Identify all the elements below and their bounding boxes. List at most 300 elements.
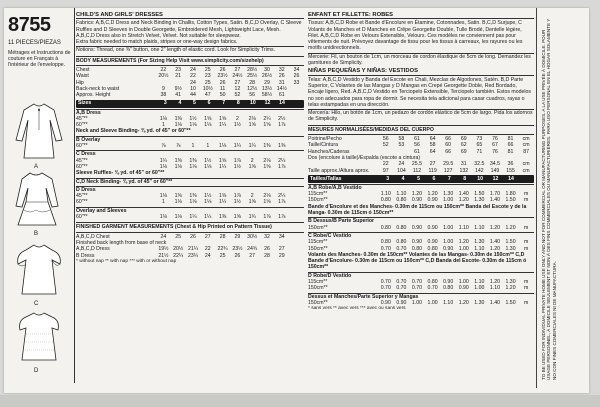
cell-value: 0.80 [396, 224, 407, 231]
yardage-section: A,B Dress [76, 109, 304, 116]
row-label: Taille/Cintura [308, 142, 338, 149]
cell-value: 2 [250, 157, 254, 164]
cell-value: 1⅜ [263, 143, 271, 150]
row-label: 45"** [76, 157, 88, 164]
cell-value [289, 253, 304, 259]
cell-value: 1⅛ [218, 143, 227, 150]
yardage-section: C Dress [76, 150, 304, 157]
table-row [76, 92, 304, 98]
cell-value: 1.30 [474, 239, 485, 246]
cell-value: 22¼ [173, 252, 184, 259]
cell-value: 32 [264, 233, 270, 240]
cell-value: 29.5 [443, 161, 454, 168]
cell-value: 26 [278, 73, 285, 80]
cell-value: 1⅜ [189, 193, 197, 200]
sizes-values [158, 100, 304, 106]
cell-value: 1.00 [458, 245, 469, 252]
cell-value: 1⅞ [263, 214, 271, 221]
cell-value: 1.00 [427, 299, 438, 306]
cell-value: 1⅛ [174, 199, 182, 206]
tailles-bar [308, 175, 534, 183]
yardage-section: B Overlay [76, 136, 304, 143]
cell-value: 1⅜ [189, 157, 197, 164]
view-d-label: D [34, 368, 39, 374]
cell-value [289, 234, 304, 240]
cell-value: 58 [398, 136, 405, 143]
cell-value: 38 [160, 92, 167, 99]
metric-yardage-section: Dessus et Manches/Parte Superior y Mangas [308, 293, 534, 300]
size-value: 3 [163, 100, 167, 107]
cell-value: 25½ [247, 73, 258, 80]
cell-value: 25 [204, 67, 211, 74]
cell-value: cm [522, 167, 530, 174]
cell-value: 69 [460, 136, 467, 143]
cell-value: 26 [219, 79, 226, 86]
size-value: 14 [279, 100, 285, 107]
cell-value: 28 [249, 79, 256, 86]
pattern-number: 8755 [8, 14, 51, 36]
cell-value: 1.40 [458, 191, 469, 198]
size-value: 14 [508, 175, 514, 182]
cell-value: 30½ [247, 233, 258, 240]
cell-value: 23¼ [187, 252, 199, 259]
cell-value: 0.90 [427, 239, 438, 246]
cell-value: 25 [204, 79, 211, 86]
view-c-sketch [12, 242, 66, 302]
fabrics-text-2: A,B,C,D Dress also in Stretch Velvet, Velvet. Not suitable for sleepwear. [76, 32, 241, 39]
cell-value: 0.90 [458, 285, 469, 292]
cell-value: 0.80 [396, 239, 407, 246]
cell-value [289, 164, 304, 170]
cell-value: 47 [204, 92, 211, 99]
cell-value: 1⅞ [278, 163, 286, 170]
cell-value: 2 [250, 193, 254, 200]
cell-value: 1.20 [458, 239, 469, 246]
cell-value: 1⅞ [233, 193, 241, 200]
cell-value: 21½ [158, 252, 169, 259]
tailles-values [380, 176, 534, 182]
cell-value: 1.20 [489, 245, 500, 252]
cell-value: 87 [523, 148, 530, 155]
cell-value: 0.80 [411, 245, 423, 252]
cell-value: 52 [234, 92, 241, 99]
cell-value: m [523, 299, 529, 306]
cell-value: cm [522, 161, 530, 168]
left-column [4, 8, 75, 383]
view-c-label: C [34, 301, 39, 307]
cell-value: 52 [382, 142, 389, 149]
yardage-footnote: Neck and Sleeve Binding- ⅜ yd. of 45" or 60"** [76, 128, 191, 135]
cell-value: 1.20 [489, 278, 500, 285]
cell-value: 1.10 [396, 191, 407, 198]
row-label: A,B,C,D Dress [76, 246, 110, 253]
yardage-section: Overlay and Sleeves [76, 207, 304, 214]
size-value: 6 [432, 175, 436, 182]
cell-value: 2¼ [278, 157, 286, 164]
cell-value: 2⅛ [248, 115, 256, 122]
finished-table [76, 234, 304, 259]
cell-value: 24½ [232, 73, 243, 80]
view-b-sketch [10, 170, 64, 230]
cell-value: 56 [414, 142, 420, 149]
spanish-title: NIÑAS PEQUEÑAS Y NIÑAS: VESTIDOS [308, 68, 534, 75]
cell-value: 60 [445, 142, 452, 149]
cell-value: 1⅞ [278, 214, 286, 221]
cell-value [378, 149, 394, 155]
cell-value: 1.30 [443, 191, 454, 198]
legal-strip [536, 8, 590, 388]
cell-value: 73 [476, 136, 483, 143]
english-title: CHILD'S AND GIRLS' DRESSES [76, 12, 304, 19]
metric-yardage-footnote: Bande d'Encolure et des Manches- 0.30m de 115cm ou 150cm** Banda del Escote y de la Manga- 0.30m de 115cm ó 150cm** [308, 203, 527, 217]
pieces-count: 11 PIECES/PIEZAS [8, 40, 61, 46]
cell-value: 1⅞ [278, 199, 286, 206]
cell-value: 25 [219, 252, 226, 259]
cell-value: 20½ [173, 246, 184, 253]
legal-text: TO BE USED FOR INDIVIDUAL PRIVATE HOME USE ONLY AND NOT FOR COMMERCIAL OR MANUFACTURING PURPOSES. A LA USE PRIVÉE À DOMICILE. POUR USAGE PERSONNEL, À DOMICILE SEULEMENT ET NON À DES FINS COMMERCIALES OU MANUFACTURIÈRES. PARA USO PERSONAL EN EL HOGAR SOLAMENTE Y NO CON FINES COMERCIALES NI DE MANUFACTURA. [541, 18, 557, 380]
cell-value: 1¼ [159, 157, 167, 164]
cell-value: 0.90 [380, 299, 391, 306]
cell-value: 1⅛ [159, 214, 167, 221]
cell-value: 1.30 [505, 245, 516, 252]
cell-value: 1½ [233, 163, 241, 170]
cell-value: 1⅜ [218, 214, 227, 221]
row-label: 60"** [76, 163, 88, 170]
row-label: 45"** [76, 115, 88, 122]
metric-measurements-table [308, 136, 534, 174]
cell-value: 1⅝ [218, 193, 227, 200]
cell-value: 28 [264, 252, 270, 259]
cell-value: 1.40 [489, 299, 500, 306]
cell-value: 76 [492, 148, 498, 155]
cell-value [394, 149, 410, 155]
cell-value: 155 [506, 167, 515, 174]
cell-value: 27 [234, 79, 241, 86]
cell-value: 1.00 [443, 197, 454, 204]
cell-value: 0.70 [380, 285, 391, 292]
row-label: 60"** [76, 143, 88, 150]
cell-value: 104 [397, 167, 406, 174]
cell-value: 27 [278, 246, 285, 253]
cell-value: 1½ [233, 122, 241, 129]
metric-measurements-header: MESURES NORMALISÉES/MEDIDAS DEL CUERPO [308, 125, 534, 135]
cell-value: 1⅛ [204, 199, 212, 206]
table-row [308, 197, 534, 203]
cell-value: 1 [161, 122, 165, 129]
cell-value [289, 199, 304, 205]
cell-value: 2⅛ [263, 157, 271, 164]
cell-value: 1.30 [505, 278, 516, 285]
cell-value: 1.00 [411, 299, 423, 306]
cell-value: 1¼ [233, 143, 241, 150]
cell-value: 1.40 [489, 239, 500, 246]
cell-value: 76 [492, 136, 498, 143]
cell-value: 1⅛ [174, 122, 182, 129]
cell-value: 1⅛ [159, 115, 167, 122]
fabrics-text-3: Extra fabric needed to match plaids, stripes or one-way design fabrics. [76, 39, 238, 46]
cell-value: 1⅛ [204, 122, 212, 129]
row-label: 150cm** [308, 245, 328, 252]
row-label: Back-neck to waist [76, 85, 120, 92]
cell-value: 34 [278, 233, 285, 240]
cell-value: 1⅜ [174, 115, 182, 122]
cell-value [289, 122, 304, 128]
cell-value: 0.90 [396, 299, 407, 306]
cell-value: 24¾ [247, 246, 258, 253]
cell-value: 62 [460, 142, 467, 149]
table-row [308, 168, 534, 174]
cell-value: 149 [490, 167, 500, 174]
cell-value: 1.20 [411, 191, 423, 198]
finished-header: FINISHED GARMENT MEASUREMENTS (Chest & Hip Printed on Pattern Tissue) [76, 222, 304, 232]
cell-value: 0.80 [380, 197, 391, 204]
cell-value: 1.80 [505, 191, 516, 198]
cell-value: 112 [412, 167, 422, 174]
cell-value: 1.50 [474, 191, 485, 198]
size-value: 8 [236, 100, 240, 107]
row-label: Approx. Height [76, 92, 111, 99]
cell-value: 0.70 [396, 285, 407, 292]
cell-value: 1.10 [474, 245, 485, 252]
cell-value: 1⅝ [218, 115, 227, 122]
cell-value: 24 [190, 79, 196, 86]
cell-value: 0.70 [396, 245, 407, 252]
view-d-sketch [12, 310, 66, 370]
cell-value: 36 [507, 161, 514, 168]
cell-value: m [523, 191, 529, 198]
pattern-envelope-back [4, 8, 589, 393]
cell-value: 1⅝ [204, 115, 212, 122]
cell-value: 66 [445, 148, 452, 155]
cell-value: 97 [382, 167, 389, 174]
row-label: 150cm** [308, 285, 328, 292]
cell-value: 25.5 [411, 161, 423, 168]
cell-value: 26 [293, 73, 300, 80]
cell-value: 1⅛ [159, 193, 167, 200]
row-label: Chest [76, 67, 90, 74]
notions-text: Notions: Thread, one ⅜" button, one 2" length of elastic cord. Look for Simplicity Trims. [76, 46, 304, 53]
row-label: 115cm** [308, 239, 328, 246]
nap-legend: * without nap ** with nap *** with or without nap [76, 258, 177, 264]
cell-value: 1⅛ [174, 214, 182, 221]
cell-value: 1⅛ [174, 163, 182, 170]
cell-value: 1.10 [458, 224, 469, 231]
cell-value: 2½ [278, 115, 286, 122]
cell-value: 1.20 [458, 197, 469, 204]
cell-value: m [523, 197, 529, 204]
cell-value: 32.5 [474, 161, 485, 168]
cell-value: 27 [249, 252, 256, 259]
cell-value: 1.00 [443, 224, 454, 231]
cell-value: 9 [161, 85, 165, 92]
cell-value: 1 [191, 143, 195, 150]
cell-value: 0.80 [427, 245, 438, 252]
cell-value: 10½ [202, 85, 213, 92]
cell-value: 1.40 [489, 197, 500, 204]
view-b-label: B [34, 231, 39, 237]
cell-value: 1 [206, 143, 210, 150]
cell-value: 65 [476, 142, 483, 149]
size-value: 8 [463, 175, 467, 182]
sizes-bar [76, 100, 304, 108]
cell-value: 1⅛ [204, 163, 212, 170]
cell-value: 1½ [204, 193, 212, 200]
cell-value: 69 [460, 148, 467, 155]
cell-value: 22¾ [217, 246, 228, 253]
cell-value: 0.70 [380, 278, 391, 285]
cell-value: m [523, 239, 529, 246]
cell-value: 1¼ [218, 163, 227, 170]
cell-value: m [523, 224, 529, 231]
cell-value: 12 [234, 85, 241, 92]
yardage-footnote: C,D Neck Binding- ⅜ yd. of 45" or 60"** [76, 178, 304, 185]
row-label: 60"** [76, 122, 88, 129]
cell-value: 14½ [276, 85, 287, 92]
cell-value: 1.50 [505, 197, 516, 204]
size-value: 10 [249, 100, 256, 107]
cell-value: 44 [190, 92, 196, 99]
cell-value: 0.70 [411, 278, 423, 285]
row-label: Poitrine/Pecho [308, 136, 342, 143]
cell-value: 56 [249, 92, 256, 99]
row-label: 150cm** [308, 197, 328, 204]
cell-value: 67 [492, 142, 498, 149]
cell-value: 142 [475, 167, 484, 174]
cell-value: m [523, 278, 529, 285]
cell-value: 12½ [247, 85, 258, 92]
size-value: 10 [477, 175, 484, 182]
metric-yardage-section: A,B Robe/A,B Vestido [308, 184, 534, 191]
cell-value: 127 [443, 167, 453, 174]
cell-value: 24 [190, 67, 196, 74]
cell-value: 30 [264, 67, 270, 74]
row-label: Hanches/Caderas [308, 148, 350, 155]
cell-value: 1.20 [505, 285, 516, 292]
cell-value: m [523, 245, 529, 252]
cell-value: 58 [429, 142, 436, 149]
cell-value: 81 [507, 136, 514, 143]
cell-value: 1½ [233, 199, 241, 206]
french-title: ENFANT ET FILLETTE: ROBES [308, 12, 534, 19]
cell-value: 22 [204, 246, 211, 253]
cell-value: 1.30 [474, 299, 485, 306]
cell-value: 22 [160, 67, 167, 74]
cell-value: 0.90 [427, 197, 438, 204]
cell-value: ⅞ [176, 143, 181, 150]
cell-value: 28 [219, 233, 226, 240]
row-label: Hip [76, 79, 84, 86]
cell-value: 1⅛ [189, 163, 197, 170]
cell-value: 58½ [261, 92, 273, 99]
cell-value: 71 [476, 148, 483, 155]
english-column [76, 12, 304, 380]
row-label: 45"** [76, 193, 88, 200]
size-value: 5 [193, 100, 196, 107]
cell-value: 1⅝ [218, 157, 227, 164]
cell-value: 33 [293, 79, 300, 86]
row-label: 60"** [76, 199, 88, 206]
cell-value: cm [522, 136, 530, 143]
table-row [308, 246, 534, 252]
cell-value: 0.90 [443, 245, 454, 252]
cell-value: 2¼ [278, 193, 286, 200]
cell-value: 32 [278, 67, 285, 74]
cell-value: 0.70 [427, 285, 438, 292]
row-label: 150cm** [308, 224, 328, 231]
cell-value: 26 [264, 246, 270, 253]
cell-value: 0.70 [396, 278, 407, 285]
table-row [308, 225, 534, 231]
cell-value: 0.80 [427, 278, 438, 285]
cell-value: 1⅜ [174, 193, 182, 200]
cell-value: 31 [278, 79, 285, 86]
cell-value: 0.80 [396, 197, 407, 204]
row-label: B Dress [76, 252, 95, 259]
cell-value: 22 [382, 161, 389, 168]
row-label: 60"** [76, 214, 88, 221]
cell-value: 64 [429, 136, 436, 143]
row-label: Finished back length from base of neck [76, 239, 167, 246]
cell-value: 28½ [247, 67, 258, 74]
row-label: 115cm** [308, 278, 328, 285]
cell-value: 24 [160, 233, 167, 240]
size-value: 12 [264, 100, 271, 107]
french-fabrics: Tissus: A,B,C,D Robe et Bande d'Encolure en Étamine, Cotonnades, Satin. B,C,D Surjupe, C Volants de Manches et D Manches en Crêpe Georgette Double, Tulle Brodé, Dentelle légère, Filet. A,B,C,D Robe en Velours Extensible, Velours. Ces modèles ne conviennent pas pour vêtements de nuit. Prévoyez davantage de tissu pour les tissus à carreaux, les rayures ou les motifs unidirectionnels. [308, 20, 523, 52]
cell-value: 1.10 [443, 299, 454, 306]
cell-value: 0.90 [411, 239, 423, 246]
view-a-sketch [12, 100, 66, 162]
cell-value: 1¾ [248, 214, 256, 221]
cell-value: 23½ [232, 246, 243, 253]
cell-value: 1⅜ [174, 157, 182, 164]
cell-value: 0.80 [380, 239, 391, 246]
cell-value: 2⅛ [263, 193, 271, 200]
cell-value: 1.20 [489, 224, 500, 231]
spanish-notions: Mercería: Hilo, un botón de 1cm, un pedazo de cordón elástico de 5cm de largo. Pida los adornos de Simplicity. [308, 110, 533, 123]
cell-value: 9½ [174, 85, 182, 92]
cell-value: 1.10 [380, 191, 391, 198]
metric-yardage-section: D Robe/D Vestido [308, 272, 534, 279]
cell-value: 1⅛ [189, 199, 197, 206]
cell-value: 50 [219, 92, 226, 99]
cell-value: m [523, 285, 529, 292]
cell-value: 25 [175, 233, 182, 240]
cell-value: 29 [234, 233, 241, 240]
cell-value: 64 [429, 148, 436, 155]
cell-value: 1⅞ [233, 157, 241, 164]
cell-value: 1.00 [458, 278, 469, 285]
row-label: Dos (encolure à taille)/Espalda (escote a cintura) [308, 154, 421, 161]
row-label: 150cm** [308, 299, 328, 306]
cell-value: 66 [507, 142, 514, 149]
row-label: Taille approx./Altura aprox. [308, 167, 370, 174]
size-value: 7 [222, 100, 226, 107]
scan-background [0, 395, 600, 407]
cell-value: 0.70 [380, 245, 391, 252]
cell-value: 0.80 [443, 285, 454, 292]
cell-value: 61 [278, 92, 285, 99]
cell-value: 1⅞ [278, 122, 286, 129]
cell-value: 26 [219, 67, 226, 74]
size-value [289, 100, 304, 106]
table-row [76, 214, 304, 220]
cell-value: 66 [445, 136, 452, 143]
cell-value: 61 [414, 136, 420, 143]
cell-value: 34.5 [489, 161, 500, 168]
cell-value: 27 [429, 161, 436, 168]
cell-value: 0.90 [443, 278, 454, 285]
cell-value: cm [522, 142, 530, 149]
